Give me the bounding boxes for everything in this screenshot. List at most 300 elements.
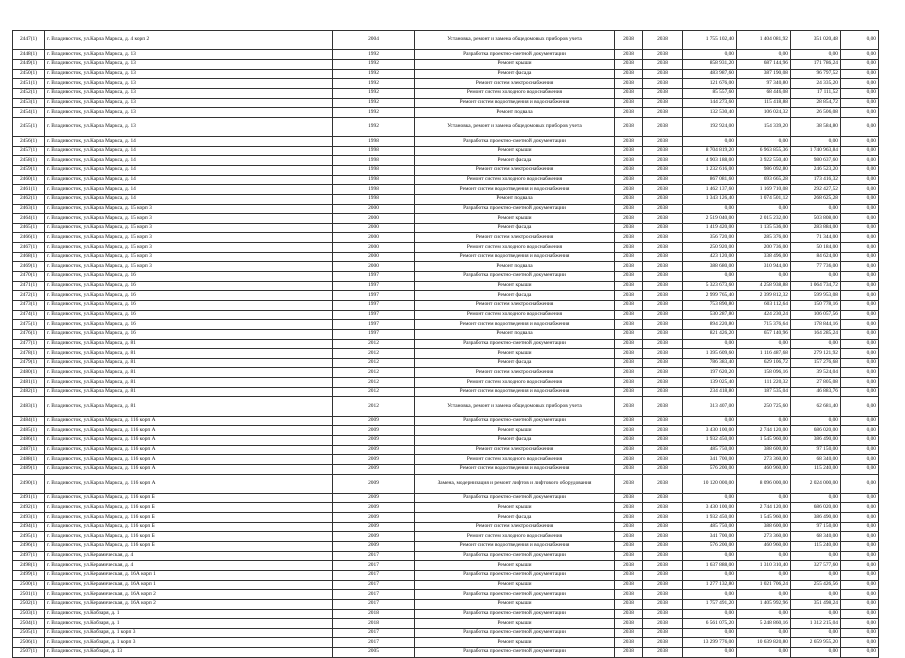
row-build-year: 2012 — [333, 397, 415, 416]
row-work-type: Ремонт систем водоотведения и водоснабжения — [415, 98, 615, 108]
row-work-type: Установка, ремонт и замена общедомовых приборов учета — [415, 397, 615, 416]
row-fund-amount: 200 736,00 — [737, 243, 791, 253]
row-start-year: 2038 — [615, 368, 643, 378]
row-end-year: 2038 — [643, 599, 683, 609]
row-address: г. Владивосток, ул.Карла Маркса, д. 15 корп 3 — [45, 204, 333, 214]
row-end-year: 2038 — [643, 493, 683, 503]
table-row — [13, 513, 879, 523]
row-total-cost: 192 924,00 — [683, 117, 737, 136]
row-end-year: 2038 — [643, 233, 683, 243]
row-owner-amount: 686 020,00 — [791, 503, 841, 513]
row-end-year: 2038 — [643, 648, 683, 658]
row-end-year: 2038 — [643, 522, 683, 532]
row-end-year: 2038 — [643, 300, 683, 310]
row-id: 2458(1) — [13, 156, 45, 166]
row-id: 2486(1) — [13, 435, 45, 445]
row-fund-amount: 1 404 081,92 — [737, 31, 791, 50]
row-other-amount: 0,00 — [841, 590, 879, 600]
row-end-year: 2038 — [643, 281, 683, 291]
row-start-year: 2038 — [615, 445, 643, 455]
row-id: 2492(1) — [13, 503, 45, 513]
row-owner-amount: 106 057,56 — [791, 310, 841, 320]
row-id: 2499(1) — [13, 570, 45, 580]
row-start-year: 2038 — [615, 175, 643, 185]
row-work-type: Ремонт систем водоотведения и водоснабжения — [415, 387, 615, 397]
row-address: г. Владивосток, ул.Керамическая, д. 16А корп 1 — [45, 580, 333, 590]
row-other-amount: 0,00 — [841, 378, 879, 388]
row-start-year: 2038 — [615, 349, 643, 359]
row-owner-amount: 62 681,40 — [791, 397, 841, 416]
row-start-year: 2038 — [615, 358, 643, 368]
row-address: г. Владивосток, ул.Карла Маркса, д. 116 корп А — [45, 426, 333, 436]
row-address: г. Владивосток, ул.Карла Маркса, д. 16 — [45, 300, 333, 310]
row-build-year: 2009 — [333, 493, 415, 503]
row-fund-amount: 0,00 — [737, 50, 791, 60]
row-address: г. Владивосток, ул.Карла Маркса, д. 81 — [45, 358, 333, 368]
row-id: 2470(1) — [13, 272, 45, 282]
row-id: 2487(1) — [13, 445, 45, 455]
row-other-amount: 0,00 — [841, 291, 879, 301]
row-total-cost: 1 395 609,60 — [683, 349, 737, 359]
row-end-year: 2038 — [643, 108, 683, 118]
row-address: г. Владивосток, ул.Карла Маркса, д. 14 — [45, 166, 333, 176]
row-build-year: 2017 — [333, 580, 415, 590]
row-work-type: Ремонт подвала — [415, 108, 615, 118]
row-start-year: 2038 — [615, 243, 643, 253]
table-row — [13, 262, 879, 272]
row-id: 2506(1) — [13, 638, 45, 648]
row-id: 2480(1) — [13, 368, 45, 378]
row-build-year: 2009 — [333, 513, 415, 523]
row-work-type: Разработка проектно-сметной документации — [415, 609, 615, 619]
row-build-year: 2012 — [333, 387, 415, 397]
row-start-year: 2038 — [615, 310, 643, 320]
row-owner-amount: 292 427,52 — [791, 185, 841, 195]
row-build-year: 1998 — [333, 185, 415, 195]
row-work-type: Разработка проектно-сметной документации — [415, 339, 615, 349]
row-owner-amount: 97 150,00 — [791, 445, 841, 455]
row-total-cost: 8 704 819,20 — [683, 146, 737, 156]
table-row — [13, 320, 879, 330]
row-id: 2498(1) — [13, 561, 45, 571]
row-other-amount: 0,00 — [841, 522, 879, 532]
table-row — [13, 378, 879, 388]
row-end-year: 2038 — [643, 185, 683, 195]
row-work-type: Ремонт фасада — [415, 69, 615, 79]
row-end-year: 2038 — [643, 561, 683, 571]
row-owner-amount: 50 184,00 — [791, 243, 841, 253]
row-start-year: 2038 — [615, 69, 643, 79]
row-start-year: 2038 — [615, 185, 643, 195]
row-id: 2454(1) — [13, 108, 45, 118]
row-total-cost: 0,00 — [683, 493, 737, 503]
row-other-amount: 0,00 — [841, 542, 879, 552]
row-id: 2467(1) — [13, 243, 45, 253]
row-owner-amount: 38 584,80 — [791, 117, 841, 136]
row-total-cost: 0,00 — [683, 609, 737, 619]
row-start-year: 2038 — [615, 281, 643, 291]
row-work-type: Ремонт крыши — [415, 426, 615, 436]
row-start-year: 2038 — [615, 387, 643, 397]
row-id: 2453(1) — [13, 98, 45, 108]
row-fund-amount: 2 744 120,00 — [737, 503, 791, 513]
row-id: 2475(1) — [13, 320, 45, 330]
row-end-year: 2038 — [643, 435, 683, 445]
row-total-cost: 1 757 491,20 — [683, 599, 737, 609]
row-total-cost: 6 561 075,20 — [683, 619, 737, 629]
row-address: г. Владивосток, ул.Карла Маркса, д. 15 корп 3 — [45, 233, 333, 243]
row-start-year: 2038 — [615, 426, 643, 436]
row-work-type: Ремонт систем водоотведения и водоснабжения — [415, 185, 615, 195]
row-end-year: 2038 — [643, 628, 683, 638]
row-work-type: Ремонт систем холодного водоснабжения — [415, 175, 615, 185]
row-address: г. Владивосток, ул.Карла Маркса, д. 13 — [45, 88, 333, 98]
row-start-year: 2038 — [615, 252, 643, 262]
row-owner-amount: 68 340,00 — [791, 532, 841, 542]
row-address: г. Владивосток, ул.Карла Маркса, д. 81 — [45, 368, 333, 378]
row-build-year: 1997 — [333, 320, 415, 330]
row-owner-amount: 0,00 — [791, 628, 841, 638]
row-build-year: 1997 — [333, 300, 415, 310]
row-work-type: Ремонт систем электроснабжения — [415, 300, 615, 310]
row-address: г. Владивосток, ул.Карла Маркса, д. 16 — [45, 329, 333, 339]
row-total-cost: 121 676,00 — [683, 79, 737, 89]
row-start-year: 2038 — [615, 416, 643, 426]
row-build-year: 2009 — [333, 532, 415, 542]
row-end-year: 2038 — [643, 551, 683, 561]
row-other-amount: 0,00 — [841, 262, 879, 272]
row-end-year: 2038 — [643, 426, 683, 436]
row-id: 2484(1) — [13, 416, 45, 426]
row-id: 2483(1) — [13, 397, 45, 416]
row-work-type: Разработка проектно-сметной документации — [415, 648, 615, 658]
row-work-type: Ремонт систем водоотведения и водоснабжения — [415, 464, 615, 474]
row-fund-amount: 106 024,32 — [737, 108, 791, 118]
row-fund-amount: 10 639 820,80 — [737, 638, 791, 648]
row-owner-amount: 0,00 — [791, 339, 841, 349]
table-row — [13, 619, 879, 629]
row-address: г. Владивосток, ул.Карла Маркса, д. 116 корп Б — [45, 503, 333, 513]
row-total-cost: 786 383,40 — [683, 358, 737, 368]
row-owner-amount: 115 240,00 — [791, 542, 841, 552]
row-address: г. Владивосток, ул.Керамическая, д. 4 — [45, 551, 333, 561]
row-address: г. Владивосток, ул.Карла Маркса, д. 13 — [45, 50, 333, 60]
row-fund-amount: 629 106,72 — [737, 358, 791, 368]
row-owner-amount: 279 121,92 — [791, 349, 841, 359]
row-owner-amount: 1 312 215,04 — [791, 619, 841, 629]
row-start-year: 2038 — [615, 50, 643, 60]
row-start-year: 2038 — [615, 108, 643, 118]
row-fund-amount: 154 339,20 — [737, 117, 791, 136]
row-id: 2448(1) — [13, 50, 45, 60]
row-build-year: 2017 — [333, 638, 415, 648]
row-fund-amount: 111 220,32 — [737, 378, 791, 388]
row-address: г. Владивосток, ул.Карла Маркса, д. 81 — [45, 349, 333, 359]
row-owner-amount: 71 344,00 — [791, 233, 841, 243]
row-other-amount: 0,00 — [841, 561, 879, 571]
table-row — [13, 464, 879, 474]
row-start-year: 2038 — [615, 455, 643, 465]
row-total-cost: 0,00 — [683, 590, 737, 600]
row-total-cost: 576 200,00 — [683, 542, 737, 552]
row-id: 2449(1) — [13, 59, 45, 69]
row-build-year: 2000 — [333, 214, 415, 224]
repair-schedule-table — [12, 30, 879, 658]
row-address: г. Владивосток, ул.Карла Маркса, д. 13 — [45, 117, 333, 136]
row-address: г. Владивосток, ул.Карла Маркса, д. 13 — [45, 108, 333, 118]
row-start-year: 2038 — [615, 628, 643, 638]
row-other-amount: 0,00 — [841, 464, 879, 474]
row-work-type: Ремонт крыши — [415, 281, 615, 291]
row-fund-amount: 687 144,96 — [737, 59, 791, 69]
row-address: г. Владивосток, ул.Карла Маркса, д. 116 корп А — [45, 445, 333, 455]
row-other-amount: 0,00 — [841, 175, 879, 185]
row-start-year: 2038 — [615, 474, 643, 493]
row-address: г. Владивосток, ул.Карла Маркса, д. 13 — [45, 59, 333, 69]
row-end-year: 2038 — [643, 223, 683, 233]
row-build-year: 2000 — [333, 252, 415, 262]
row-fund-amount: 8 096 000,00 — [737, 474, 791, 493]
row-end-year: 2038 — [643, 272, 683, 282]
row-owner-amount: 599 953,08 — [791, 291, 841, 301]
row-total-cost: 576 200,00 — [683, 464, 737, 474]
table-row — [13, 426, 879, 436]
row-total-cost: 356 720,00 — [683, 233, 737, 243]
row-work-type: Ремонт подвала — [415, 194, 615, 204]
table-row — [13, 599, 879, 609]
row-fund-amount: 285 376,00 — [737, 233, 791, 243]
row-owner-amount: 150 778,16 — [791, 300, 841, 310]
row-address: г. Владивосток, ул.Карла Маркса, д. 116 корп А — [45, 416, 333, 426]
row-other-amount: 0,00 — [841, 445, 879, 455]
row-end-year: 2038 — [643, 117, 683, 136]
row-work-type: Ремонт крыши — [415, 561, 615, 571]
table-row — [13, 156, 879, 166]
table-row — [13, 31, 879, 50]
row-work-type: Ремонт систем электроснабжения — [415, 445, 615, 455]
row-other-amount: 0,00 — [841, 166, 879, 176]
row-start-year: 2038 — [615, 329, 643, 339]
row-other-amount: 0,00 — [841, 619, 879, 629]
row-other-amount: 0,00 — [841, 252, 879, 262]
row-start-year: 2038 — [615, 397, 643, 416]
row-other-amount: 0,00 — [841, 532, 879, 542]
row-work-type: Ремонт фасада — [415, 223, 615, 233]
row-total-cost: 1 232 616,00 — [683, 166, 737, 176]
row-build-year: 2012 — [333, 349, 415, 359]
row-fund-amount: 424 230,24 — [737, 310, 791, 320]
row-address: г. Владивосток, ул.Карла Маркса, д. 116 корп А — [45, 474, 333, 493]
row-owner-amount: 2 659 955,20 — [791, 638, 841, 648]
row-end-year: 2038 — [643, 262, 683, 272]
row-other-amount: 0,00 — [841, 88, 879, 98]
row-address: г. Владивосток, ул.Керамическая, д. 4 — [45, 561, 333, 571]
row-owner-amount: 1 740 963,84 — [791, 146, 841, 156]
row-end-year: 2038 — [643, 570, 683, 580]
row-total-cost: 144 273,60 — [683, 98, 737, 108]
row-owner-amount: 28 854,72 — [791, 98, 841, 108]
row-end-year: 2038 — [643, 310, 683, 320]
row-other-amount: 0,00 — [841, 368, 879, 378]
table-row — [13, 88, 879, 98]
row-total-cost: 10 120 000,00 — [683, 474, 737, 493]
row-fund-amount: 1 135 536,00 — [737, 223, 791, 233]
row-end-year: 2038 — [643, 166, 683, 176]
row-end-year: 2038 — [643, 146, 683, 156]
row-other-amount: 0,00 — [841, 31, 879, 50]
row-build-year: 2009 — [333, 455, 415, 465]
table-row — [13, 252, 879, 262]
table-row — [13, 455, 879, 465]
table-row — [13, 503, 879, 513]
row-end-year: 2038 — [643, 31, 683, 50]
row-id: 2490(1) — [13, 474, 45, 493]
row-total-cost: 1 932 450,00 — [683, 435, 737, 445]
table-row — [13, 445, 879, 455]
row-work-type: Ремонт крыши — [415, 580, 615, 590]
row-fund-amount: 97 340,80 — [737, 79, 791, 89]
row-owner-amount: 283 884,00 — [791, 223, 841, 233]
row-id: 2488(1) — [13, 455, 45, 465]
table-row — [13, 223, 879, 233]
row-start-year: 2038 — [615, 79, 643, 89]
row-owner-amount: 686 020,00 — [791, 426, 841, 436]
row-end-year: 2038 — [643, 368, 683, 378]
row-id: 2469(1) — [13, 262, 45, 272]
row-address: г. Владивосток, ул.Кобзаря, д. 1 — [45, 609, 333, 619]
row-fund-amount: 0,00 — [737, 416, 791, 426]
row-total-cost: 1 419 420,00 — [683, 223, 737, 233]
row-fund-amount: 0,00 — [737, 570, 791, 580]
row-address: г. Владивосток, ул.Карла Маркса, д. 15 корп 3 — [45, 214, 333, 224]
row-other-amount: 0,00 — [841, 358, 879, 368]
row-address: г. Владивосток, ул.Карла Маркса, д. 14 — [45, 175, 333, 185]
row-address: г. Владивосток, ул.Карла Маркса, д. 13 — [45, 98, 333, 108]
row-owner-amount: 115 240,00 — [791, 464, 841, 474]
row-other-amount: 0,00 — [841, 243, 879, 253]
row-end-year: 2038 — [643, 532, 683, 542]
row-total-cost: 388 680,00 — [683, 262, 737, 272]
table-row — [13, 146, 879, 156]
row-id: 2462(1) — [13, 194, 45, 204]
table-row — [13, 117, 879, 136]
row-start-year: 2038 — [615, 561, 643, 571]
row-owner-amount: 0,00 — [791, 570, 841, 580]
row-work-type: Ремонт фасада — [415, 156, 615, 166]
row-end-year: 2038 — [643, 397, 683, 416]
row-build-year: 1992 — [333, 98, 415, 108]
row-other-amount: 0,00 — [841, 349, 879, 359]
row-owner-amount: 77 736,00 — [791, 262, 841, 272]
row-address: г. Владивосток, ул.Карла Маркса, д. 14 — [45, 194, 333, 204]
row-total-cost: 2 519 040,00 — [683, 214, 737, 224]
row-id: 2455(1) — [13, 117, 45, 136]
row-address: г. Владивосток, ул.Карла Маркса, д. 15 корп 3 — [45, 262, 333, 272]
table-row — [13, 416, 879, 426]
row-total-cost: 5 323 673,60 — [683, 281, 737, 291]
table-row — [13, 69, 879, 79]
row-address: г. Владивосток, ул.Кобзаря, д. 13 — [45, 648, 333, 658]
row-end-year: 2038 — [643, 464, 683, 474]
row-start-year: 2038 — [615, 223, 643, 233]
row-other-amount: 0,00 — [841, 648, 879, 658]
row-fund-amount: 273 360,00 — [737, 455, 791, 465]
row-end-year: 2038 — [643, 416, 683, 426]
row-other-amount: 0,00 — [841, 416, 879, 426]
row-id: 2478(1) — [13, 349, 45, 359]
row-fund-amount: 187 535,04 — [737, 387, 791, 397]
row-fund-amount: 338 496,00 — [737, 252, 791, 262]
row-start-year: 2038 — [615, 513, 643, 523]
row-work-type: Ремонт систем электроснабжения — [415, 166, 615, 176]
table-row — [13, 50, 879, 60]
row-owner-amount: 0,00 — [791, 551, 841, 561]
row-fund-amount: 388 600,00 — [737, 445, 791, 455]
row-fund-amount: 1 116 487,68 — [737, 349, 791, 359]
row-work-type: Ремонт крыши — [415, 619, 615, 629]
row-fund-amount: 460 960,00 — [737, 542, 791, 552]
row-end-year: 2038 — [643, 609, 683, 619]
table-row — [13, 397, 879, 416]
row-address: г. Владивосток, ул.Карла Маркса, д. 16 — [45, 310, 333, 320]
row-address: г. Владивосток, ул.Карла Маркса, д. 15 корп 3 — [45, 252, 333, 262]
row-total-cost: 0,00 — [683, 628, 737, 638]
row-id: 2494(1) — [13, 522, 45, 532]
table-row — [13, 204, 879, 214]
row-id: 2447(1) — [13, 31, 45, 50]
row-work-type: Разработка проектно-сметной документации — [415, 493, 615, 503]
row-build-year: 1992 — [333, 79, 415, 89]
row-id: 2465(1) — [13, 223, 45, 233]
row-build-year: 2018 — [333, 619, 415, 629]
row-other-amount: 0,00 — [841, 580, 879, 590]
row-end-year: 2038 — [643, 387, 683, 397]
row-fund-amount: 310 944,00 — [737, 262, 791, 272]
row-address: г. Владивосток, ул.Карла Маркса, д. 81 — [45, 378, 333, 388]
row-total-cost: 13 299 776,00 — [683, 638, 737, 648]
row-id: 2503(1) — [13, 609, 45, 619]
table-row — [13, 435, 879, 445]
row-start-year: 2038 — [615, 98, 643, 108]
row-start-year: 2038 — [615, 609, 643, 619]
row-owner-amount: 386 490,00 — [791, 435, 841, 445]
row-total-cost: 341 700,00 — [683, 532, 737, 542]
row-fund-amount: 2 744 120,00 — [737, 426, 791, 436]
row-other-amount: 0,00 — [841, 599, 879, 609]
table-row — [13, 108, 879, 118]
row-start-year: 2038 — [615, 378, 643, 388]
row-owner-amount: 173 416,32 — [791, 175, 841, 185]
row-other-amount: 0,00 — [841, 503, 879, 513]
row-address: г. Владивосток, ул.Карла Маркса, д. 116 корп А — [45, 435, 333, 445]
row-total-cost: 1 462 137,60 — [683, 185, 737, 195]
row-total-cost: 85 557,60 — [683, 88, 737, 98]
row-owner-amount: 351 498,24 — [791, 599, 841, 609]
row-other-amount: 0,00 — [841, 397, 879, 416]
row-total-cost: 0,00 — [683, 204, 737, 214]
row-address: г. Владивосток, ул.Карла Маркса, д. 81 — [45, 339, 333, 349]
row-id: 2474(1) — [13, 310, 45, 320]
row-build-year: 1992 — [333, 59, 415, 69]
row-build-year: 2017 — [333, 590, 415, 600]
row-id: 2471(1) — [13, 281, 45, 291]
row-work-type: Разработка проектно-сметной документации — [415, 570, 615, 580]
row-build-year: 2018 — [333, 609, 415, 619]
row-fund-amount: 3 922 550,40 — [737, 156, 791, 166]
row-end-year: 2038 — [643, 175, 683, 185]
row-address: г. Владивосток, ул.Карла Маркса, д. 16 — [45, 320, 333, 330]
row-fund-amount: 693 665,28 — [737, 175, 791, 185]
